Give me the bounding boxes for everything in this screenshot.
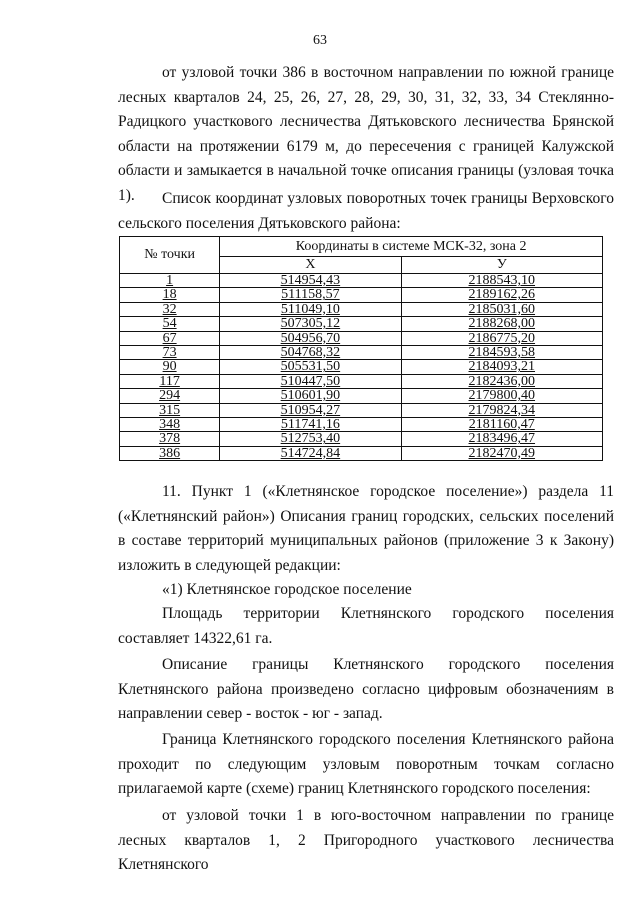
item-11-paragraph: 11. Пункт 1 («Клетнянское городское поселение») раздела 11 («Клетнянский район») Описания границ городских, сельских поселений в составе территорий муниципальных районов (приложение 3 к Закону) изложить в следующей редакции: [118,483,614,574]
point-cell: 73 [120,346,220,360]
table-row [120,317,603,331]
x-cell: 511049,10 [220,302,401,316]
point-cell: 378 [120,432,220,446]
area-paragraph: Площадь территории Клетнянского городского поселения составляет 14322,61 га. [118,605,614,647]
y-cell: 2183496,47 [401,432,602,446]
y-cell: 2179824,34 [401,403,602,417]
x-cell: 510601,90 [220,389,401,403]
x-cell: 514724,84 [220,446,401,460]
y-cell: 2184593,58 [401,346,602,360]
page-number: 63 [313,33,327,48]
point-cell: 18 [120,288,220,302]
y-cell: 2186775,20 [401,331,602,345]
x-cell: 504956,70 [220,331,401,345]
point-cell: 315 [120,403,220,417]
y-cell: 2182470,49 [401,446,602,460]
point-cell: 348 [120,418,220,432]
table-row [120,374,603,388]
y-cell: 2189162,26 [401,288,602,302]
point-column-header: № точки [120,237,220,274]
x-cell: 504768,32 [220,346,401,360]
x-cell: 512753,40 [220,432,401,446]
point-cell: 386 [120,446,220,460]
y-cell: 2185031,60 [401,302,602,316]
table-row [120,446,603,460]
x-cell: 511158,57 [220,288,401,302]
x-cell: 514954,43 [220,274,401,288]
table-row [120,360,603,374]
coordinates-table [119,236,603,461]
table-row [120,418,603,432]
y-cell: 2188543,10 [401,274,602,288]
point-cell: 1 [120,274,220,288]
table-row [120,288,603,302]
point-cell: 294 [120,389,220,403]
point-cell: 32 [120,302,220,316]
intro-paragraph: от узловой точки 386 в восточном направлении по южной границе лесных кварталов 24, 25, 26, 27, 28, 29, 30, 31, 32, 33, 34 Стеклянно-Радицкого участкового лесничества Дятьковского лесничества Брянской области на протяжении 6179 м, до пересечения с границей Калужской области и замыкается в начальной точке описания границы (узловая точка 1). [118,64,614,204]
table-row [120,403,603,417]
point-cell: 67 [120,331,220,345]
y-cell: 2181160,47 [401,418,602,432]
x-cell: 507305,12 [220,317,401,331]
subsection-title: «1) Клетнянское городское поселение [162,581,412,598]
y-cell: 2184093,21 [401,360,602,374]
y-cell: 2188268,00 [401,317,602,331]
x-cell: 505531,50 [220,360,401,374]
table-row [120,346,603,360]
point-cell: 117 [120,374,220,388]
table-row [120,432,603,446]
y-column-header: У [401,256,602,273]
table-row [120,389,603,403]
x-cell: 511741,16 [220,418,401,432]
point-cell: 54 [120,317,220,331]
x-column-header: X [220,256,401,273]
description-paragraph: Описание границы Клетнянского городского поселения Клетнянского района произведено согласно цифровым обозначениям в направлении север - восток - юг - запад. [118,656,614,722]
y-cell: 2182436,00 [401,374,602,388]
x-cell: 510954,27 [220,403,401,417]
point-cell: 90 [120,360,220,374]
x-cell: 510447,50 [220,374,401,388]
table-row [120,302,603,316]
table-row [120,274,603,288]
border-paragraph: Граница Клетнянского городского поселения Клетнянского района проходит по следующим узловым поворотным точкам согласно прилагаемой карте (схеме) границ Клетнянского городского поселения: [118,731,614,797]
y-cell: 2179800,40 [401,389,602,403]
table-row [120,331,603,345]
coordinates-table-body [120,274,603,461]
coordinates-list-heading: Список координат узловых поворотных точек границы Верховского сельского поселения Дятьковского района: [118,190,614,232]
last-paragraph: от узловой точки 1 в юго-восточном направлении по границе лесных кварталов 1, 2 Пригородного участкового лесничества Клетнянского [118,807,614,873]
coordinate-system-header: Координаты в системе МСК-32, зона 2 [220,237,603,257]
